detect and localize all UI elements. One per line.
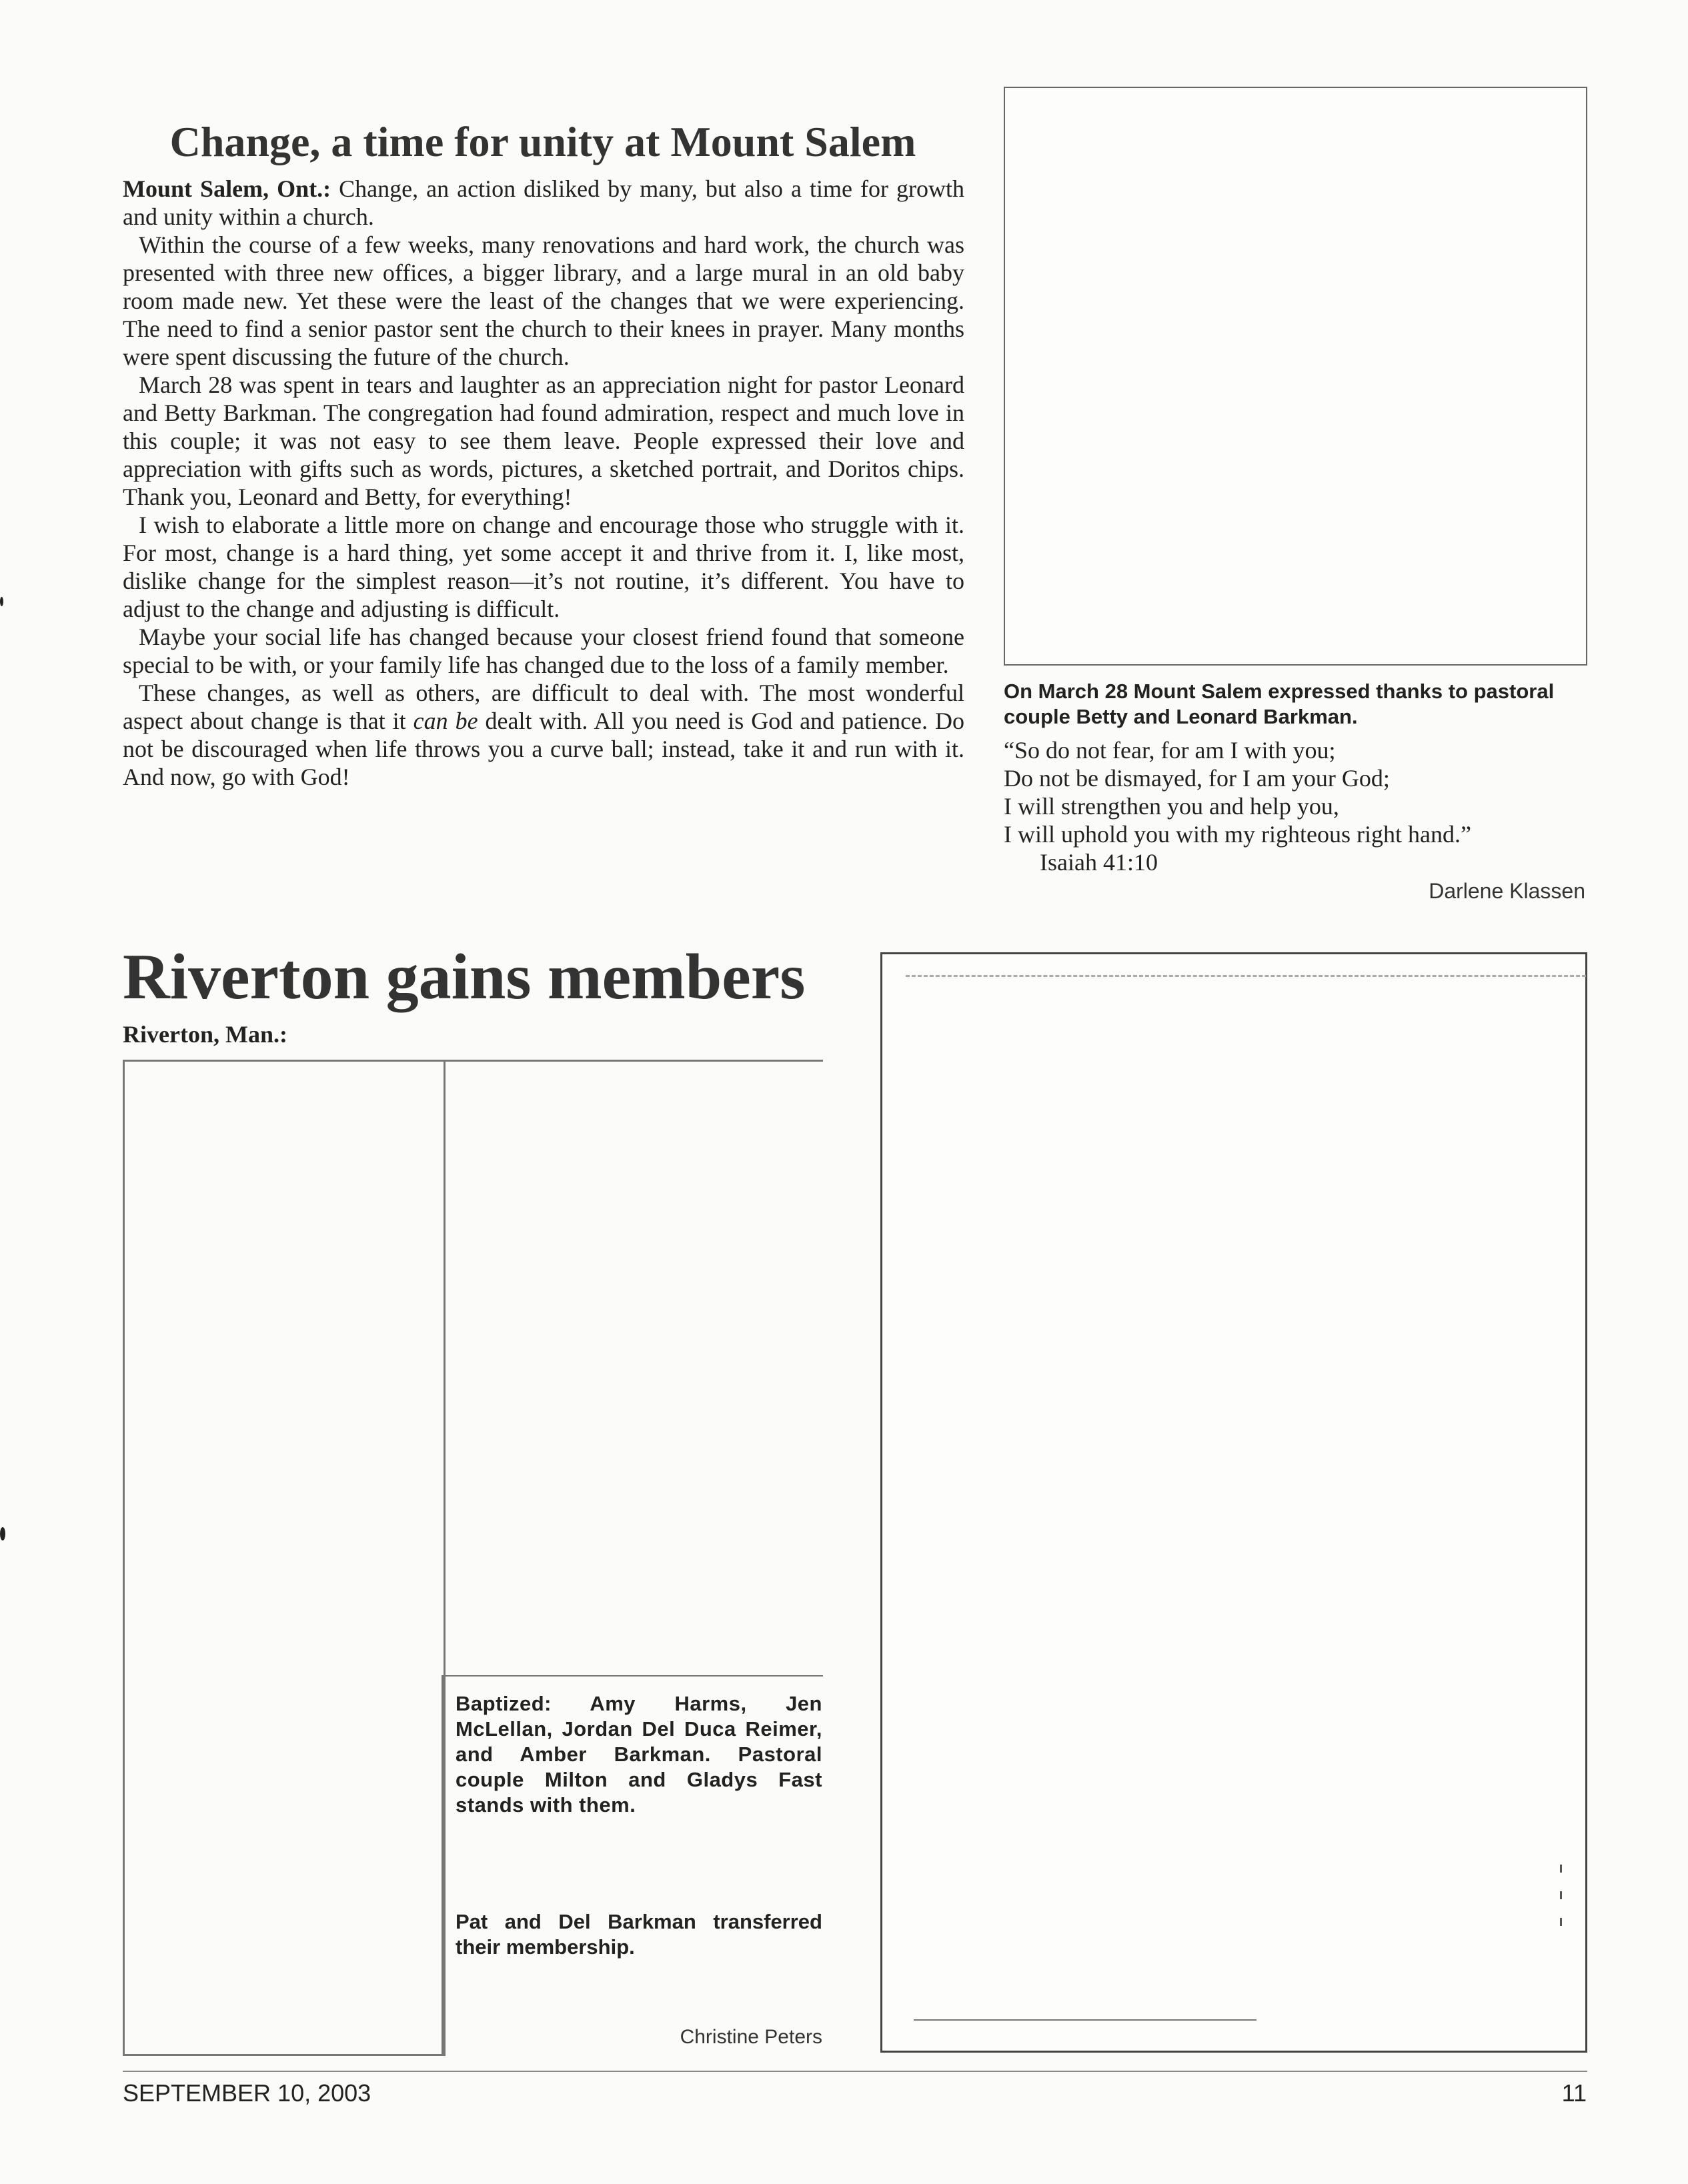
sidebar-box <box>880 952 1587 2053</box>
paragraph-2: Within the course of a few weeks, many renovations and hard work, the church was presented with three new offices, a bigger library, and a large mural in an old baby room made new. Yet these were the least of the changes that we were experiencing. The need to find a senior pastor sent the church to their knees in prayer. Many months were spent discussing the future of the church. <box>123 231 964 370</box>
footer-rule <box>123 2071 1587 2072</box>
caption-box-left-rule <box>442 1675 444 2054</box>
scan-margin-mark <box>0 1527 5 1540</box>
verse-line-2: Do not be dismayed, for I am your God; <box>1004 765 1390 792</box>
paragraph-6-text-a: These changes, as well as others, are difficult to deal with. The most wonderful aspect about change is that it <box>123 680 964 734</box>
scan-margin-mark <box>0 597 3 606</box>
verse-line-3: I will strengthen you and help you, <box>1004 793 1339 820</box>
verse-reference: Isaiah 41:10 <box>1040 849 1158 876</box>
paragraph-4: I wish to elaborate a little more on change and encourage those who struggle with it. For most, change is a hard thing, yet some accept it and thrive from it. I, like most, dislike change for the simplest reason—it’s not routine, it’s different. You have to adjust to the change and adjusting is difficult. <box>123 511 964 622</box>
faint-heading-remnant <box>906 975 1586 982</box>
byline-christine-peters: Christine Peters <box>680 2026 822 2048</box>
byline-darlene-klassen: Darlene Klassen <box>1429 879 1585 903</box>
article-title-riverton: Riverton gains members <box>123 941 806 1013</box>
paragraph-5: Maybe your social life has changed because your closest friend found that someone special to be with, or your family life has changed due to the loss of a family member. <box>123 624 964 678</box>
paragraph-1-text: Change, an action disliked by many, but also a time for growth and unity within a church. <box>123 175 964 230</box>
paragraph-1 <box>123 175 964 231</box>
faint-mark <box>1560 1891 1562 1899</box>
photo-frame-barkman <box>1004 87 1587 666</box>
article-body-mount-salem <box>123 175 964 791</box>
page-number: 11 <box>1561 2079 1587 2107</box>
photo-caption-barkman: On March 28 Mount Salem expressed thanks to pastoral couple Betty and Leonard Barkman. <box>1004 680 1555 728</box>
photo-caption-transfer: Pat and Del Barkman transferred their membership. <box>456 1910 822 1959</box>
paragraph-6-italic: can be <box>413 708 478 734</box>
dateline-riverton: Riverton, Man.: <box>123 1021 287 1048</box>
verse-line-4: I will uphold you with my righteous right hand.” <box>1004 821 1471 848</box>
dateline-mount-salem: Mount Salem, Ont.: <box>123 175 331 202</box>
paragraph-6-text-b: dealt with. All you need is God and patience. Do not be discouraged when life throws you a curve ball; instead, take it and run with it. And now, go with God! <box>123 708 964 790</box>
verse-line-1: “So do not fear, for am I with you; <box>1004 737 1336 764</box>
footer-date: SEPTEMBER 10, 2003 <box>123 2079 371 2107</box>
faint-mark <box>1560 1865 1562 1873</box>
photo-frame-riverton <box>123 1062 446 2056</box>
scripture-quote <box>1004 736 1591 876</box>
paragraph-6 <box>123 679 964 791</box>
photo-caption-baptized: Baptized: Amy Harms, Jen McLellan, Jordan Del Duca Reimer, and Amber Barkman. Pastoral couple Milton and Gladys Fast stands with them. <box>456 1692 822 1817</box>
article-title-mount-salem: Change, a time for unity at Mount Salem <box>169 118 916 165</box>
faint-rule-remnant <box>914 2019 1256 2021</box>
caption-box-top-rule <box>442 1675 823 1677</box>
paragraph-3: March 28 was spent in tears and laughter as an appreciation night for pastor Leonard and Betty Barkman. The congregation had found admiration, respect and much love in this couple; it was not easy to see them leave. People expressed their love and appreciation with gifts such as words, pictures, a sketched portrait, and Doritos chips. Thank you, Leonard and Betty, for everything! <box>123 371 964 510</box>
faint-mark <box>1560 1918 1562 1926</box>
